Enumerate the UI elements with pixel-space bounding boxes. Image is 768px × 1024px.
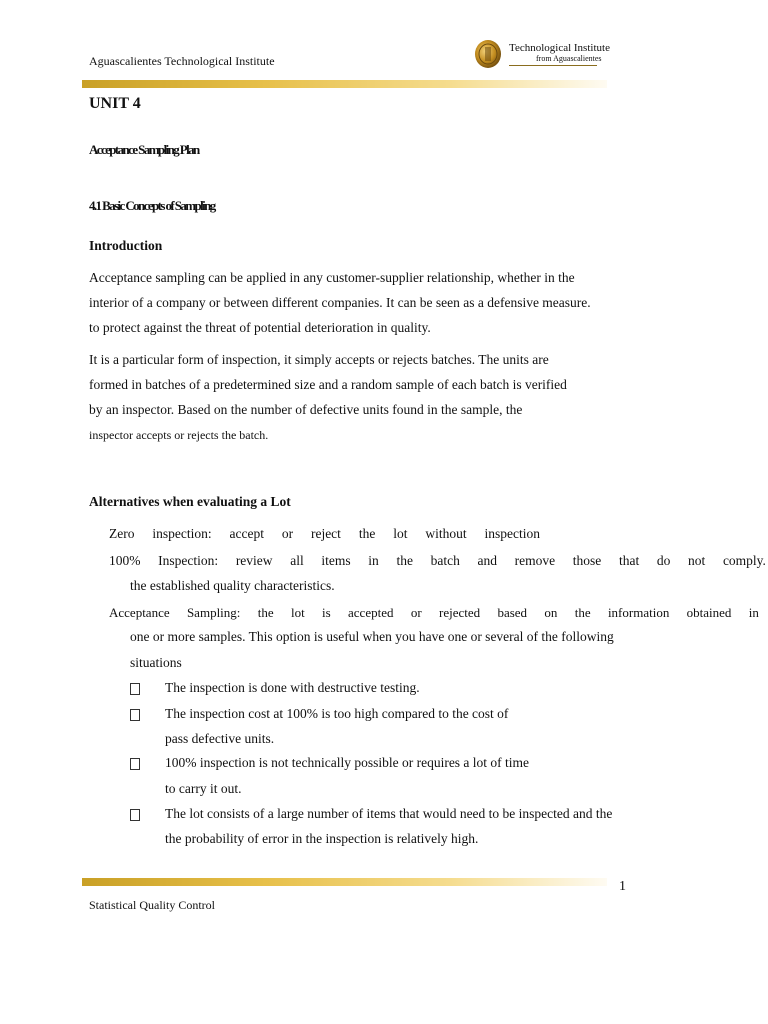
header-rule — [82, 80, 607, 88]
bullet-item-line: 100% inspection is not technically possible or requires a lot of time — [165, 755, 530, 770]
header-institution: Aguascalientes Technological Institute — [89, 54, 275, 68]
intro-p1-line: Acceptance sampling can be applied in any customer-supplier relationship, whether in the — [89, 270, 575, 285]
bullet-icon — [130, 683, 140, 695]
acceptance-sampling-continuation: situations — [130, 655, 182, 670]
alternatives-heading: Alternatives when evaluating a Lot — [89, 494, 291, 509]
acceptance-sampling-continuation: one or more samples. This option is useful when you have one or several of the following — [130, 629, 614, 644]
intro-p1-line: to protect against the threat of potential deterioration in quality. — [89, 320, 431, 335]
section-title: 4.1 Basic Concepts of Sampling — [89, 198, 215, 213]
bullet-icon — [130, 758, 140, 770]
intro-p2-line: by an inspector. Based on the number of defective units found in the sample, the — [89, 402, 523, 417]
full-inspection-continuation: the established quality characteristics. — [130, 578, 335, 593]
full-inspection-line: 100% Inspection: review all items in the batch and remove those that do not comply. — [109, 553, 766, 568]
footer-course: Statistical Quality Control — [89, 898, 215, 912]
acceptance-sampling-line: Acceptance Sampling: the lot is accepted or rejected based on the information obtained in — [109, 605, 759, 620]
bullet-item-line: The inspection cost at 100% is too high compared to the cost of — [165, 706, 509, 721]
logo-underline — [509, 65, 597, 66]
intro-p2-line: inspector accepts or rejects the batch. — [89, 428, 269, 442]
bullet-item-line: pass defective units. — [165, 731, 275, 746]
zero-inspection-line: Zero inspection: accept or reject the lot without inspection — [109, 526, 540, 541]
bullet-item-line: The lot consists of a large number of items that would need to be inspected and the — [165, 806, 613, 821]
institute-logo-icon — [474, 39, 502, 69]
bullet-icon — [130, 709, 140, 721]
intro-p2-line: It is a particular form of inspection, it simply accepts or rejects batches. The units are — [89, 352, 549, 367]
bullet-item-line: the probability of error in the inspection is relatively high. — [165, 831, 479, 846]
unit-title: UNIT 4 — [89, 95, 141, 112]
page-number: 1 — [619, 879, 626, 894]
bullet-icon — [130, 809, 140, 821]
logo-subtitle: from Aguascalientes — [536, 54, 602, 63]
introduction-heading: Introduction — [89, 238, 163, 253]
plan-subtitle: Acceptance Sampling Plan — [89, 142, 199, 157]
footer-rule — [82, 878, 607, 886]
bullet-item-line: to carry it out. — [165, 781, 242, 796]
bullet-item-line: The inspection is done with destructive testing. — [165, 680, 420, 695]
intro-p2-line: formed in batches of a predetermined size and a random sample of each batch is verified — [89, 377, 567, 392]
logo-title: Technological Institute — [509, 42, 610, 54]
intro-p1-line: interior of a company or between different companies. It can be seen as a defensive measure. — [89, 295, 591, 310]
